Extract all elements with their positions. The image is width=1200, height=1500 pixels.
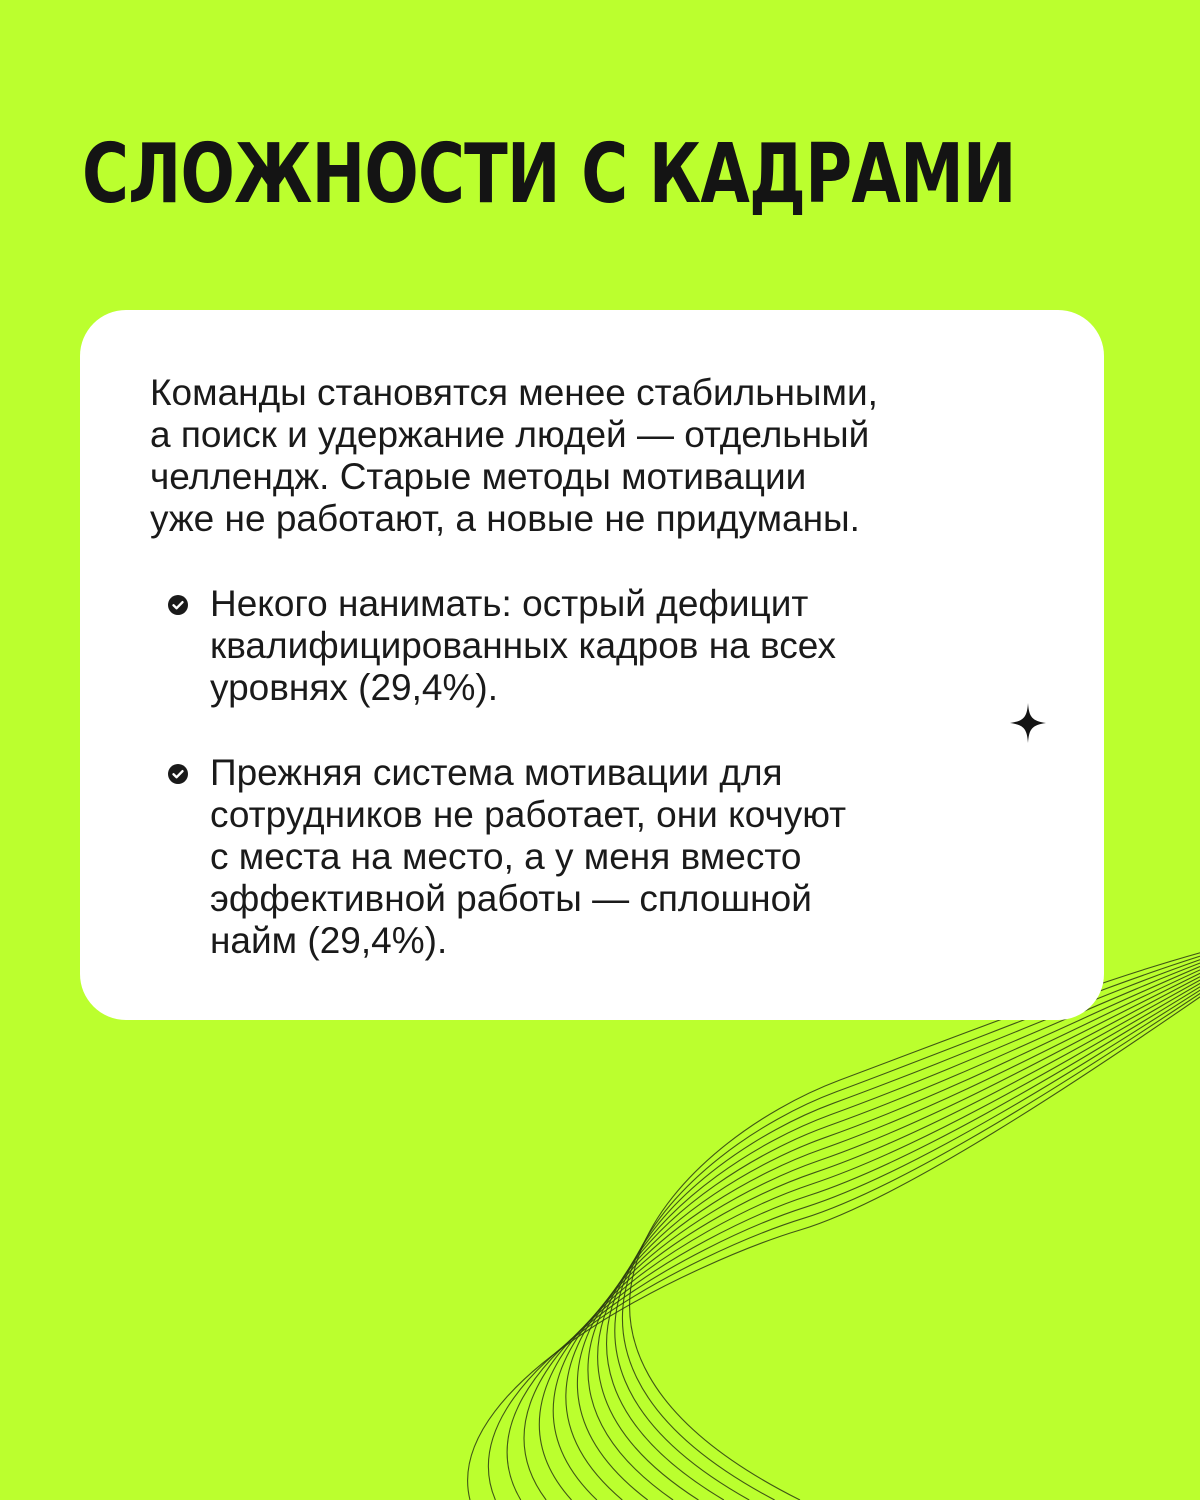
bullet-item-motivation: Прежняя система мотивации для сотрудников не работает, они кочуют с места на место, а у меня вместо эффективной работы — сплошной найм (29,4%). — [210, 752, 847, 961]
wave-line — [588, 965, 1200, 1500]
wave-line — [607, 959, 1200, 1500]
page-title: СЛОЖНОСТИ С КАДРАМИ — [82, 127, 1016, 222]
bullet-item-hiring: Некого нанимать: острый дефицит квалифицированных кадров на всех уровнях (29,4%). — [210, 583, 837, 708]
wave-line — [553, 975, 1200, 1500]
wave-line — [507, 984, 1200, 1500]
wave-line — [524, 981, 1200, 1500]
wave-line — [468, 990, 1200, 1500]
wave-line — [566, 972, 1200, 1500]
wave-line — [577, 968, 1200, 1500]
wave-line — [623, 953, 1200, 1500]
wave-line — [488, 987, 1200, 1500]
wave-line — [615, 956, 1200, 1500]
content-card — [80, 310, 1104, 1020]
wave-line — [539, 978, 1200, 1500]
intro-paragraph: Команды становятся менее стабильными, а поиск и удержание людей — отдельный челлендж. Старые методы мотивации уже не работают, а новые не придуманы. — [150, 372, 878, 539]
wave-line — [598, 962, 1200, 1500]
check-circle-icon — [168, 764, 188, 784]
wave-line — [630, 950, 1200, 1500]
check-circle-icon — [168, 595, 188, 615]
sparkle-icon — [1010, 703, 1046, 743]
